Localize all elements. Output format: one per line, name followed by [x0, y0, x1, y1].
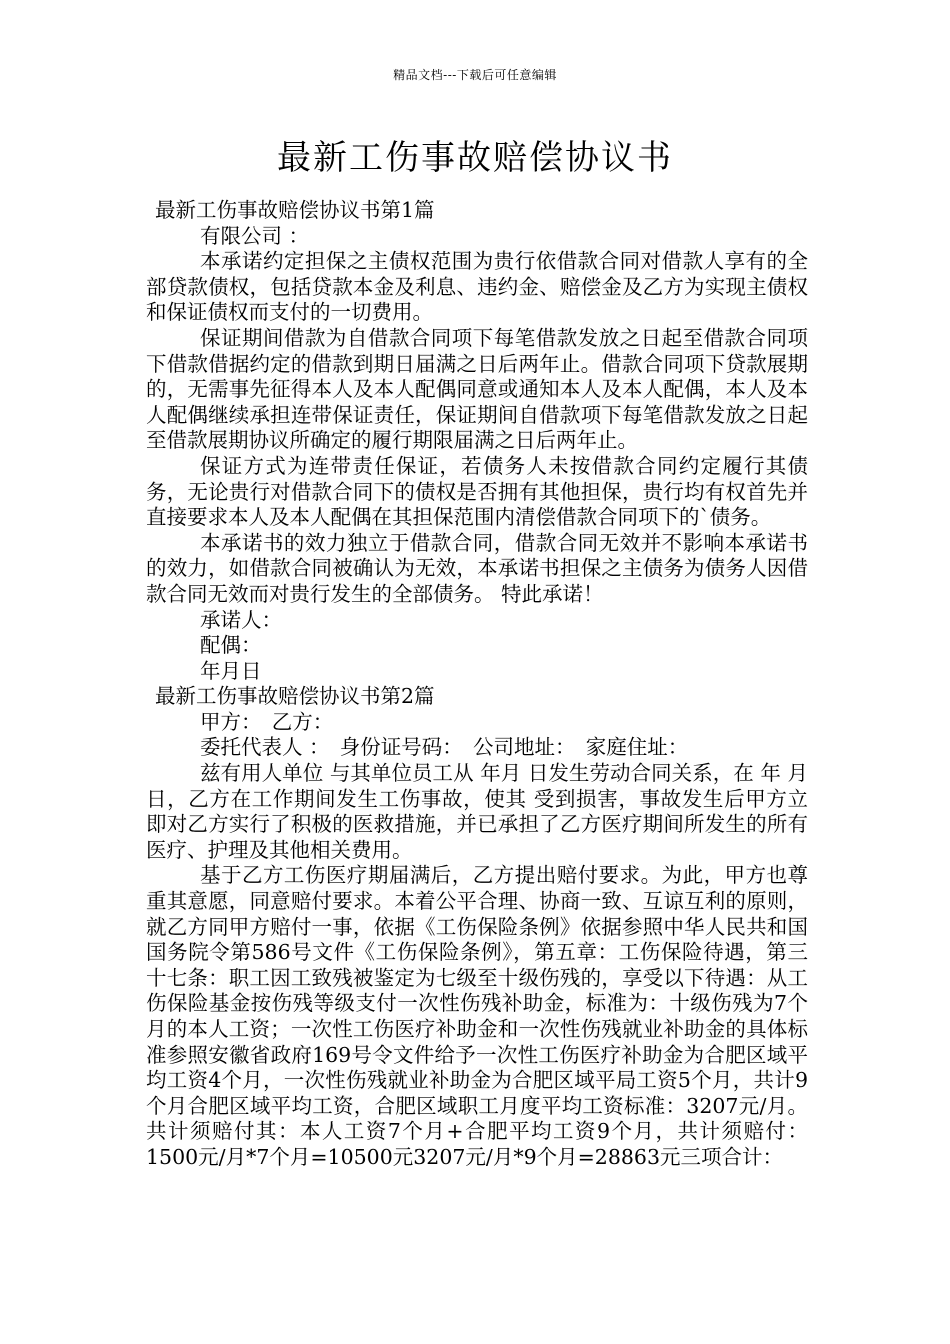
- date-line: 年月日: [200, 658, 262, 683]
- section-2-heading: 最新工伤事故赔偿协议书第2篇: [155, 684, 435, 709]
- paragraph: 本承诺书的效力独立于借款合同，借款合同无效并不影响本承诺书的效力，如借款合同被确认为无效，本承诺书担保之主债务为债务人因借款合同无效而对贵行发生的全部债务。 特此承诺！: [146, 530, 808, 606]
- paragraph: 保证期间借款为自借款合同项下每笔借款发放之日起至借款合同项下借款借据约定的借款到期日届满之日后两年止。借款合同项下贷款展期的，无需事先征得本人及本人配偶同意或通知本人及本人配偶，本人及本人配偶继续承担连带保证责任，保证期间自借款项下每笔借款发放之日起至借款展期协议所确定的履行期限届满之日后两年止。: [146, 325, 808, 453]
- parties-line: 甲方： 乙方：: [200, 709, 334, 734]
- paragraph: 保证方式为连带责任保证，若债务人未按借款合同约定履行其债务，无论贵行对借款合同下的债权是否拥有其他担保，贵行均有权首先并直接要求本人及本人配偶在其担保范围内清偿借款合同项下的`债务。: [146, 453, 808, 530]
- paragraph: 基于乙方工伤医疗期届满后，乙方提出赔付要求。为此，甲方也尊重其意愿，同意赔付要求。本着公平合理、协商一致、互谅互利的原则，就乙方同甲方赔付一事，依据《工伤保险条例》依据参照中华人民共和国国务院令第586号文件《工伤保险条例》，第五章：工伤保险待遇，第三十七条：职工因工致残被鉴定为七级至十级伤残的，享受以下待遇：从工伤保险基金按伤残等级支付一次性伤残补助金，标准为：十级伤残为7个月的本人工资；一次性工伤医疗补助金和一次性伤残就业补助金的具体标准参照安徽省政府169号令文件给予一次性工伤医疗补助金为合肥区域平均工资4个月，一次性伤残就业补助金为合肥区域平局工资5个月，共计9个月合肥区域平均工资，合肥区域职工月度平均工资标准：3207元/月。共计须赔付其：本人工资7个月+合肥平均工资9个月，共计须赔付：1500元/月*7个月=10500元3207元/月*9个月=28863元三项合计：: [146, 863, 808, 1169]
- section-1-heading: 最新工伤事故赔偿协议书第1篇: [155, 198, 435, 222]
- promisor-line: 承诺人：: [200, 607, 282, 632]
- addressee-line: 有限公司 ：: [200, 223, 310, 248]
- document-body: [146, 198, 808, 1171]
- paragraph: 兹有用人单位 与其单位员工从 年月 日发生劳动合同关系，在 年 月 日，乙方在工作期间发生工伤事故，使其 受到损害，事故发生后甲方立即对乙方实行了积极的医救措施，并已承担了乙方医疗期间所发生的所有医疗、护理及其他相关费用。: [146, 761, 808, 862]
- paragraph: 本承诺约定担保之主债权范围为贵行依借款合同对借款人享有的全部贷款债权，包括贷款本金及利息、违约金、赔偿金及乙方为实现主债权和保证债权而支付的一切费用。: [146, 249, 808, 325]
- document-title: 最新工伤事故赔偿协议书: [277, 138, 673, 178]
- page-header: 精品文档---下载后可任意编辑: [393, 68, 557, 82]
- spouse-line: 配偶：: [200, 633, 262, 658]
- representative-fields-line: 委托代表人 ： 身份证号码： 公司地址： 家庭住址：: [200, 735, 689, 760]
